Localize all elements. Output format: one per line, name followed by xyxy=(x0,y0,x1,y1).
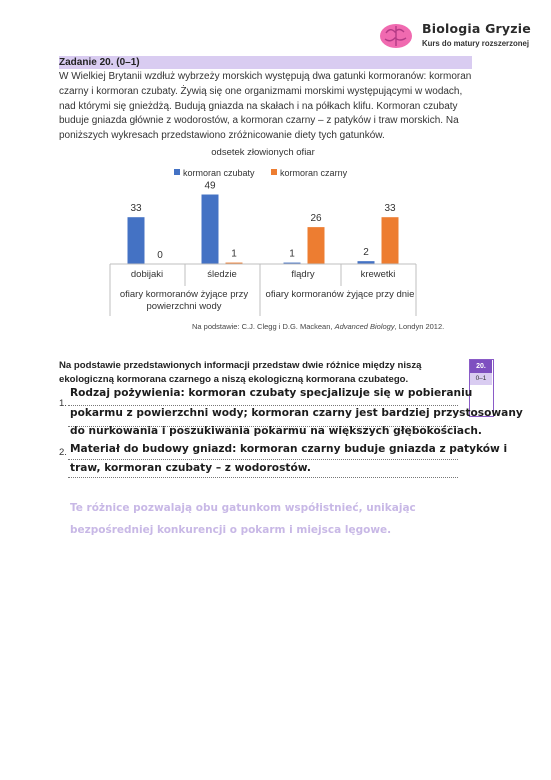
category-label: śledzie xyxy=(207,269,237,280)
score-number: 20. xyxy=(470,360,492,373)
data-label: 33 xyxy=(130,203,142,215)
answer-line: Materiał do budowy gniazd: kormoran czarny buduje gniazda z patyków i xyxy=(70,443,508,455)
legend-swatch-orange xyxy=(271,169,277,175)
chart-title: odsetek złowionych ofiar xyxy=(211,147,315,158)
chart-bar xyxy=(382,217,399,264)
chart-legend xyxy=(174,168,361,178)
source-prefix: Na podstawie: C.J. Clegg i D.G. Mackean, xyxy=(192,322,335,331)
legend-label: kormoran czarny xyxy=(280,168,348,178)
brand-logo xyxy=(378,20,538,54)
data-label: 0 xyxy=(157,250,163,261)
footer-note: Te różnice pozwalają obu gatunkom współistnieć, unikając bezpośredniej konkurencji o pokarm i miejsca lęgowe. xyxy=(70,502,416,536)
question-text: Na podstawie przedstawionych informacji przedstaw dwie różnice między niszą ekologiczną kormorana czarnego a niszą ekologiczną kormorana czubatego. xyxy=(59,360,422,385)
data-label: 33 xyxy=(384,203,396,215)
brand-subtitle: Kurs do matury rozszerzonej xyxy=(422,39,530,48)
data-label: 1 xyxy=(289,248,295,260)
source-citation xyxy=(192,322,444,331)
source-suffix: , Londyn 2012. xyxy=(394,322,445,331)
group-label-surface: ofiary kormoranów żyjące przy powierzchni wody xyxy=(119,289,249,312)
data-label: 2 xyxy=(363,247,369,259)
category-label: dobijaki xyxy=(130,269,164,280)
answer-line: do nurkowania i poszukiwania pokarmu na większych głębokościach. xyxy=(70,425,482,437)
legend-label: kormoran czubaty xyxy=(183,168,255,178)
dotted-line xyxy=(68,459,458,460)
answer-number: 1. xyxy=(59,398,67,409)
answer-line: traw, kormoran czubaty – z wodorostów. xyxy=(70,462,311,474)
task-title: Zadanie 20. (0–1) xyxy=(59,57,140,68)
chart-bar xyxy=(128,217,145,264)
chart-bar xyxy=(308,227,325,264)
answer-number: 2. xyxy=(59,447,67,458)
chart-bar xyxy=(202,195,219,264)
answer-line: Rodzaj pożywienia: kormoran czubaty specjalizuje się w pobieraniu xyxy=(70,387,473,399)
source-title: Advanced Biology xyxy=(334,322,395,331)
category-label: krewetki xyxy=(360,269,396,280)
score-range: 0–1 xyxy=(470,373,492,385)
brand-title: Biologia Gryzie xyxy=(422,21,531,36)
legend-swatch-blue xyxy=(174,169,180,175)
data-label: 1 xyxy=(231,248,237,260)
diet-chart xyxy=(108,140,418,318)
legend-item-czubaty xyxy=(174,168,255,178)
answer-line: pokarmu z powierzchni wody; kormoran czarny jest bardziej przystosowany xyxy=(70,407,523,419)
data-label: 49 xyxy=(204,180,216,192)
data-label: 26 xyxy=(310,213,322,225)
group-label-bottom: ofiary kormoranów żyjące przy dnie xyxy=(265,289,415,300)
legend-item-czarny xyxy=(271,168,347,178)
task-intro: W Wielkiej Brytanii wzdłuż wybrzeży morskich występują dwa gatunki kormoranów: kormoran czarny i kormoran czubaty. Żywią się one organizmami morskimi występującymi w wodach, nad którymi się gnieżdżą. Budują gniazda na skałach i na półkach klifu. Kormoran czubaty buduje gniazda głównie z wodorostów, a kormoran czarny – z patyków i traw morskich. Na poniższych wykresach przedstawiono zróżnicowanie diety tych gatunków. xyxy=(59,71,472,142)
brain-icon xyxy=(378,21,414,51)
task-header-bar xyxy=(59,56,472,69)
dotted-line xyxy=(68,405,458,406)
category-label: flądry xyxy=(291,269,315,280)
dotted-line xyxy=(68,477,458,478)
